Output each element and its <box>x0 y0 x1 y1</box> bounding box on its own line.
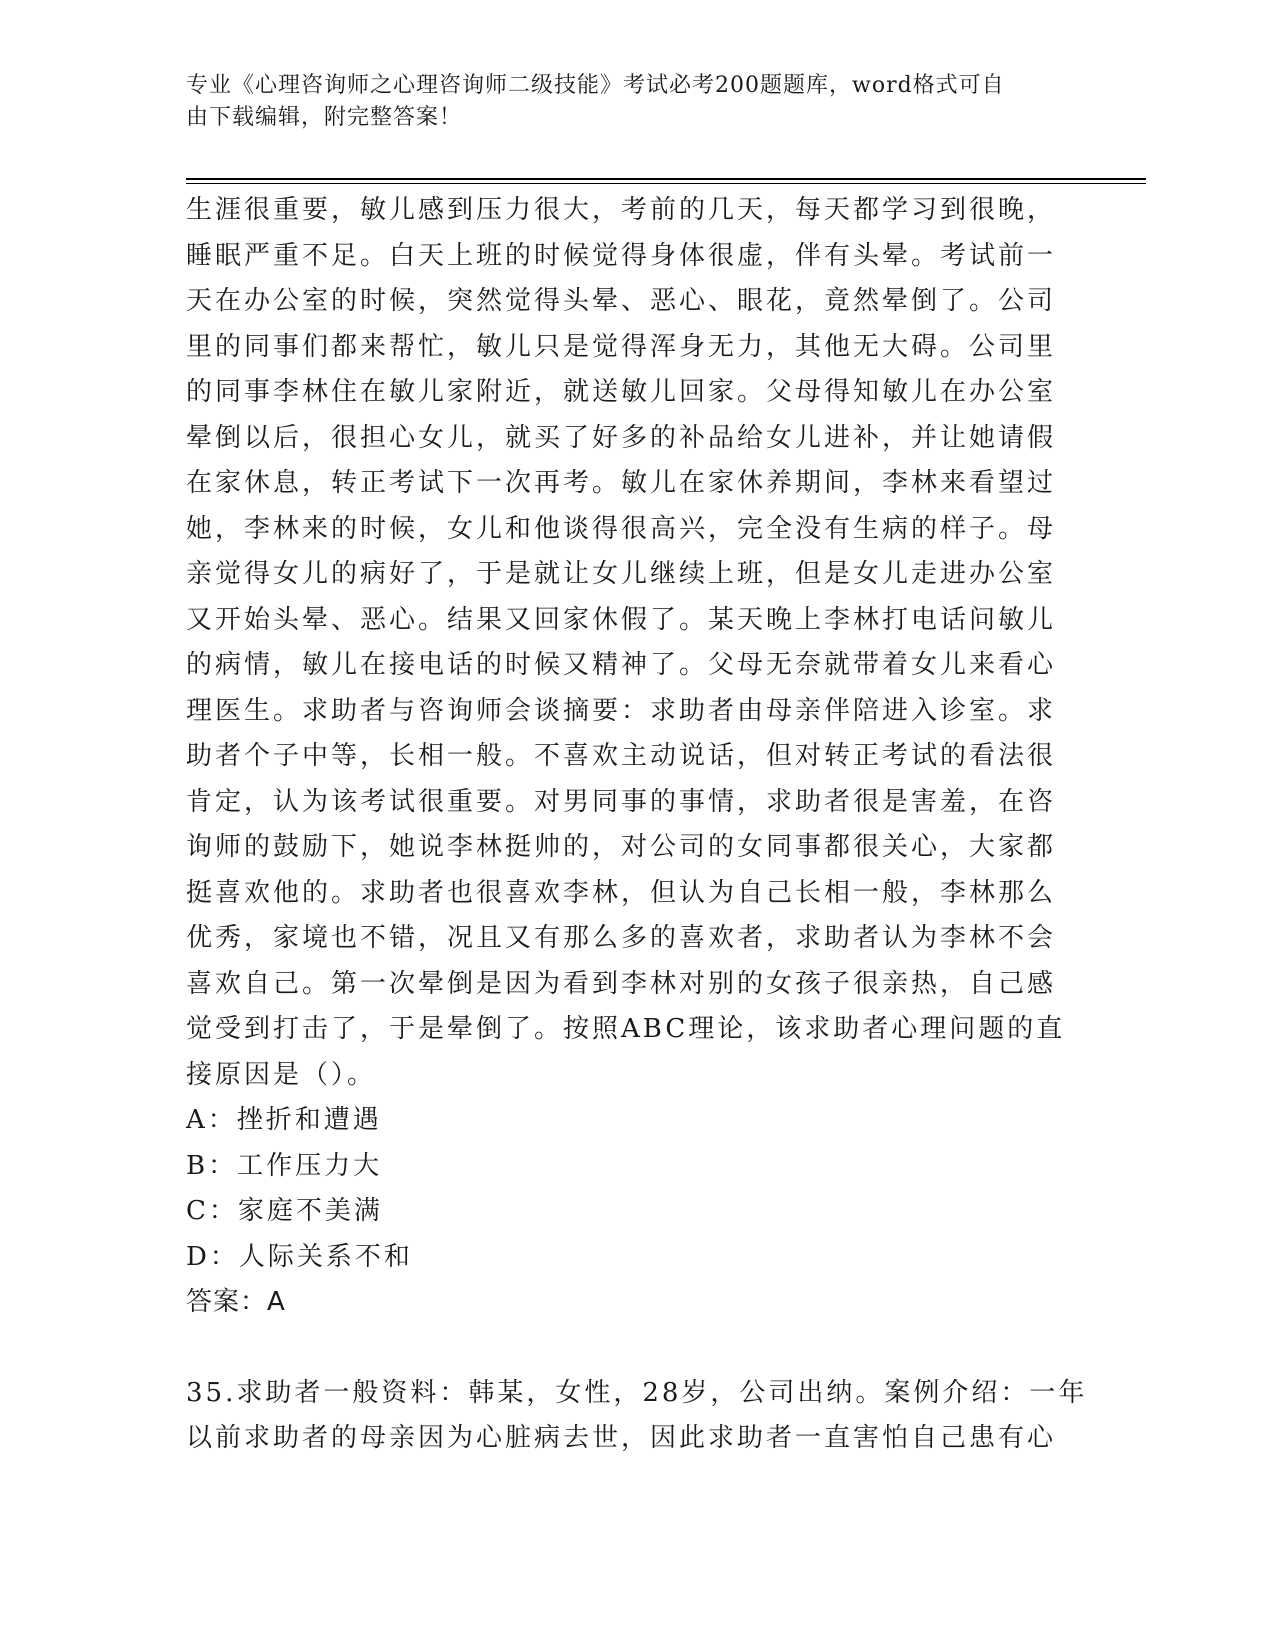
stem-line: 睡眠严重不足。白天上班的时候觉得身体很虚，伴有头晕。考试前一 <box>186 240 1057 271</box>
question-34-answer: 答案：A <box>186 1287 286 1317</box>
stem-line: 优秀，家境也不错，况且又有那么多的喜欢者，求助者认为李林不会 <box>186 923 1057 953</box>
stem-line: 询师的鼓励下，她说李林挺帅的，对公司的女同事都很关心，大家都 <box>186 832 1057 862</box>
header-divider-thin <box>186 183 1146 184</box>
stem-line: 晕倒以后，很担心女儿，就买了好多的补品给女儿进补，并让她请假 <box>186 422 1057 453</box>
stem-line: 肯定，认为该考试很重要。对男同事的事情，求助者很是害羞，在咨 <box>186 786 1057 817</box>
stem-line: 以前求助者的母亲因为心脏病去世，因此求助者一直害怕自己患有心 <box>186 1423 1057 1453</box>
question-35 <box>186 1371 1088 1462</box>
stem-line: 助者个子中等，长相一般。不喜欢主动说话，但对转正考试的看法很 <box>186 741 1057 771</box>
stem-line: 理医生。求助者与咨询师会谈摘要：求助者由母亲伴陪进入诊室。求 <box>186 695 1057 726</box>
stem-line: 的同事李林住在敏儿家附近，就送敏儿回家。父母得知敏儿在办公室 <box>186 377 1057 407</box>
stem-line: 生涯很重要，敏儿感到压力很大，考前的几天，每天都学习到很晚， <box>186 195 1057 225</box>
stem-line: 觉受到打击了，于是晕倒了。按照ABC理论，该求助者心理问题的直 <box>186 1014 1066 1044</box>
stem-line: 又开始头晕、恶心。结果又回家休假了。某天晚上李林打电话问敏儿 <box>186 604 1057 635</box>
option-b: B：工作压力大 <box>186 1150 383 1181</box>
stem-line: 在家休息，转正考试下一次再考。敏儿在家休养期间，李林来看望过 <box>186 468 1057 498</box>
stem-line: 亲觉得女儿的病好了，于是就让女儿继续上班，但是女儿走进办公室 <box>186 559 1057 589</box>
question-34-options <box>186 1098 1066 1280</box>
stem-line: 她，李林来的时候，女儿和他谈得很高兴，完全没有生病的样子。母 <box>186 513 1057 544</box>
stem-line: 35.求助者一般资料：韩某，女性，28岁，公司出纳。案例介绍：一年 <box>186 1377 1088 1408</box>
option-c: C：家庭不美满 <box>186 1196 383 1226</box>
stem-line: 挺喜欢他的。求助者也很喜欢李林，但认为自己长相一般，李林那么 <box>186 877 1057 908</box>
option-a: A：挫折和遭遇 <box>186 1105 382 1135</box>
stem-line: 天在办公室的时候，突然觉得头晕、恶心、眼花，竟然晕倒了。公司 <box>186 286 1057 316</box>
option-d: D：人际关系不和 <box>186 1241 413 1272</box>
question-34-stem <box>186 188 1066 1098</box>
document-body <box>186 188 1088 1462</box>
question-gap <box>186 1326 1066 1371</box>
stem-line: 喜欢自己。第一次晕倒是因为看到李林对别的女孩子很亲热，自己感 <box>186 968 1057 999</box>
header-line-1: 专业《心理咨询师之心理咨询师二级技能》考试必考200题题库，word格式可自 <box>186 73 1005 98</box>
stem-line: 里的同事们都来帮忙，敏儿只是觉得浑身无力，其他无大碍。公司里 <box>186 331 1057 362</box>
document-header <box>186 70 1066 134</box>
stem-line: 的病情，敏儿在接电话的时候又精神了。父母无奈就带着女儿来看心 <box>186 650 1057 680</box>
header-divider-thick <box>186 178 1146 180</box>
stem-line: 接原因是（）。 <box>186 1059 377 1090</box>
header-line-2: 由下载编辑，附完整答案！ <box>186 105 463 130</box>
